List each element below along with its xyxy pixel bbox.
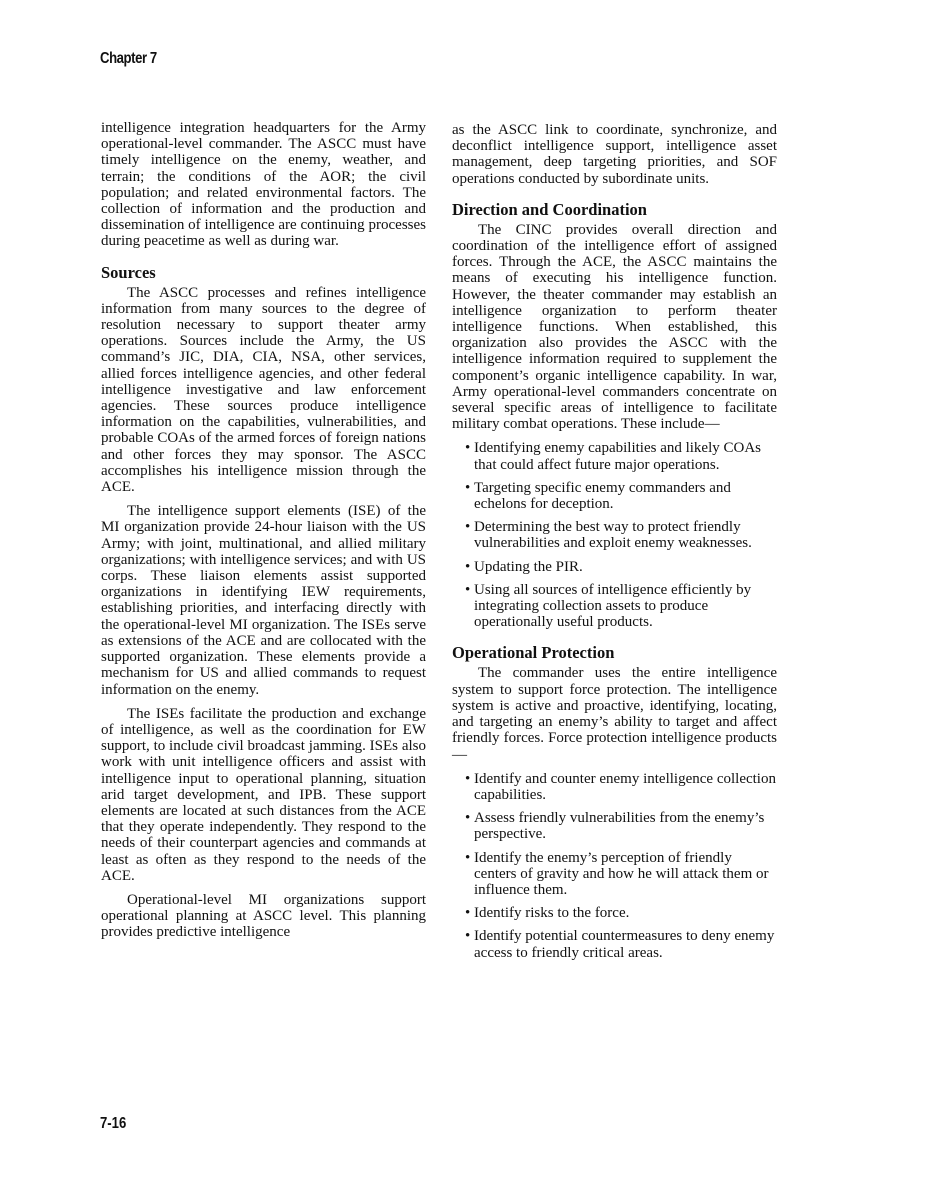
paragraph: The intelligence support elements (ISE) of the MI organization provide 24-hour liaison with the US Army; with joint, multinational, and allied military organizations; with intelligence services; and with US corps. These liaison elements assist supported organizations in identifying IEW requirements, establishing priorities, and interfacing directly with the operational-level MI organization. The ISEs serve as extensions of the ACE and are collocated with the supported organization. These elements provide a mechanism for US and allied commands to request information on the enemy. [101, 503, 426, 698]
list-item: • Identify potential countermeasures to deny enemy access to friendly critical areas. [465, 928, 775, 961]
intelligence-focus-list [452, 440, 777, 630]
paragraph: Operational-level MI organizations support operational planning at ASCC level. This planning provides predictive intelligence [101, 891, 426, 941]
bullet-icon: • [465, 849, 471, 866]
protection-products-list [452, 771, 777, 961]
list-item: • Assess friendly vulnerabilities from the enemy’s perspective. [465, 810, 765, 843]
paragraph: intelligence integration headquarters for the Army operational-level commander. The ASCC must have timely intelligence on the enemy, weather, and terrain; the conditions of the AOR; the civil population; and related environmental factors. The collection of information and the production and dissemination of intelligence are continuing processes during peacetime as well as during war. [101, 120, 426, 250]
list-item: • Updating the PIR. [465, 558, 583, 575]
bullet-icon: • [465, 519, 471, 536]
section-heading-protection: Operational Protection [452, 643, 615, 663]
list-item: • Identify and counter enemy intelligence collection capabilities. [465, 770, 776, 803]
bullet-icon: • [465, 770, 471, 787]
paragraph: The ASCC processes and refines intelligence information from many sources to the degree of resolution necessary to support theater army operations. Sources include the Army, the US command’s JIC, DIA, CIA, NSA, other services, allied forces intelligence agencies, and other federal intelligence investigative and law enforcement agencies. These sources produce intelligence information on the capabilities, vulnerabilities, and probable COAs of the armed forces of foreign nations and other forces they may sponsor. The ASCC accomplishes his intelligence mission through the ACE. [101, 284, 426, 496]
paragraph: as the ASCC link to coordinate, synchronize, and deconflict intelligence support, intelligence asset management, deep targeting priorities, and SOF operations conducted by subordinate units. [452, 122, 777, 187]
list-item: • Identify the enemy’s perception of friendly centers of gravity and how he will attack them or influence them. [465, 849, 769, 898]
bullet-icon: • [465, 479, 471, 496]
paragraph: The commander uses the entire intelligence system to support force protection. The intelligence system is active and proactive, identifying, locating, and targeting an enemy’s ability to target and affect friendly forces. Force protection intelligence products— [452, 665, 777, 763]
bullet-icon: • [465, 810, 471, 827]
list-item: • Using all sources of intelligence efficiently by integrating collection assets to produce operationally useful products. [465, 581, 752, 631]
section-heading-direction: Direction and Coordination [452, 199, 647, 219]
bullet-icon: • [465, 905, 471, 922]
paragraph: The CINC provides overall direction and coordination of the intelligence effort of assigned forces. Through the ACE, the ASCC maintains the means of executing his intelligence function. However, the theater commander may establish an intelligence organization to perform theater intelligence functions. When established, this organization also provides the ASCC with the intelligence information required to supplement the component’s organic intelligence capability. In war, Army operational-level commanders concentrate on several specific areas of intelligence to facilitate military combat operations. These include— [452, 221, 777, 433]
list-item: • Targeting specific enemy commanders and echelons for deception. [465, 479, 731, 513]
left-column [101, 120, 426, 949]
right-column [452, 122, 777, 971]
list-item: • Identify risks to the force. [465, 905, 630, 922]
bullet-icon: • [465, 440, 471, 457]
section-heading-sources: Sources [101, 262, 156, 282]
page-number: 7-16 [100, 1115, 127, 1132]
bullet-icon: • [465, 558, 471, 575]
list-item: • Determining the best way to protect friendly vulnerabilities and exploit enemy weaknesses. [465, 519, 752, 552]
bullet-icon: • [465, 928, 471, 945]
paragraph: The ISEs facilitate the production and exchange of intelligence, as well as the coordination for EW support, to include civil broadcast jamming. ISEs also work with unit intelligence officers and assist with intelligence input to operational planning, situation arid target development, and IPB. These support elements are located at such distances from the ACE that they operate independently. They respond to the needs of their counterpart agencies and commands at least as often as they respond to the needs of the ACE. [101, 705, 426, 884]
list-item: • Identifying enemy capabilities and likely COAs that could affect future major operations. [465, 440, 762, 473]
chapter-header: Chapter 7 [100, 50, 157, 67]
bullet-icon: • [465, 581, 471, 598]
